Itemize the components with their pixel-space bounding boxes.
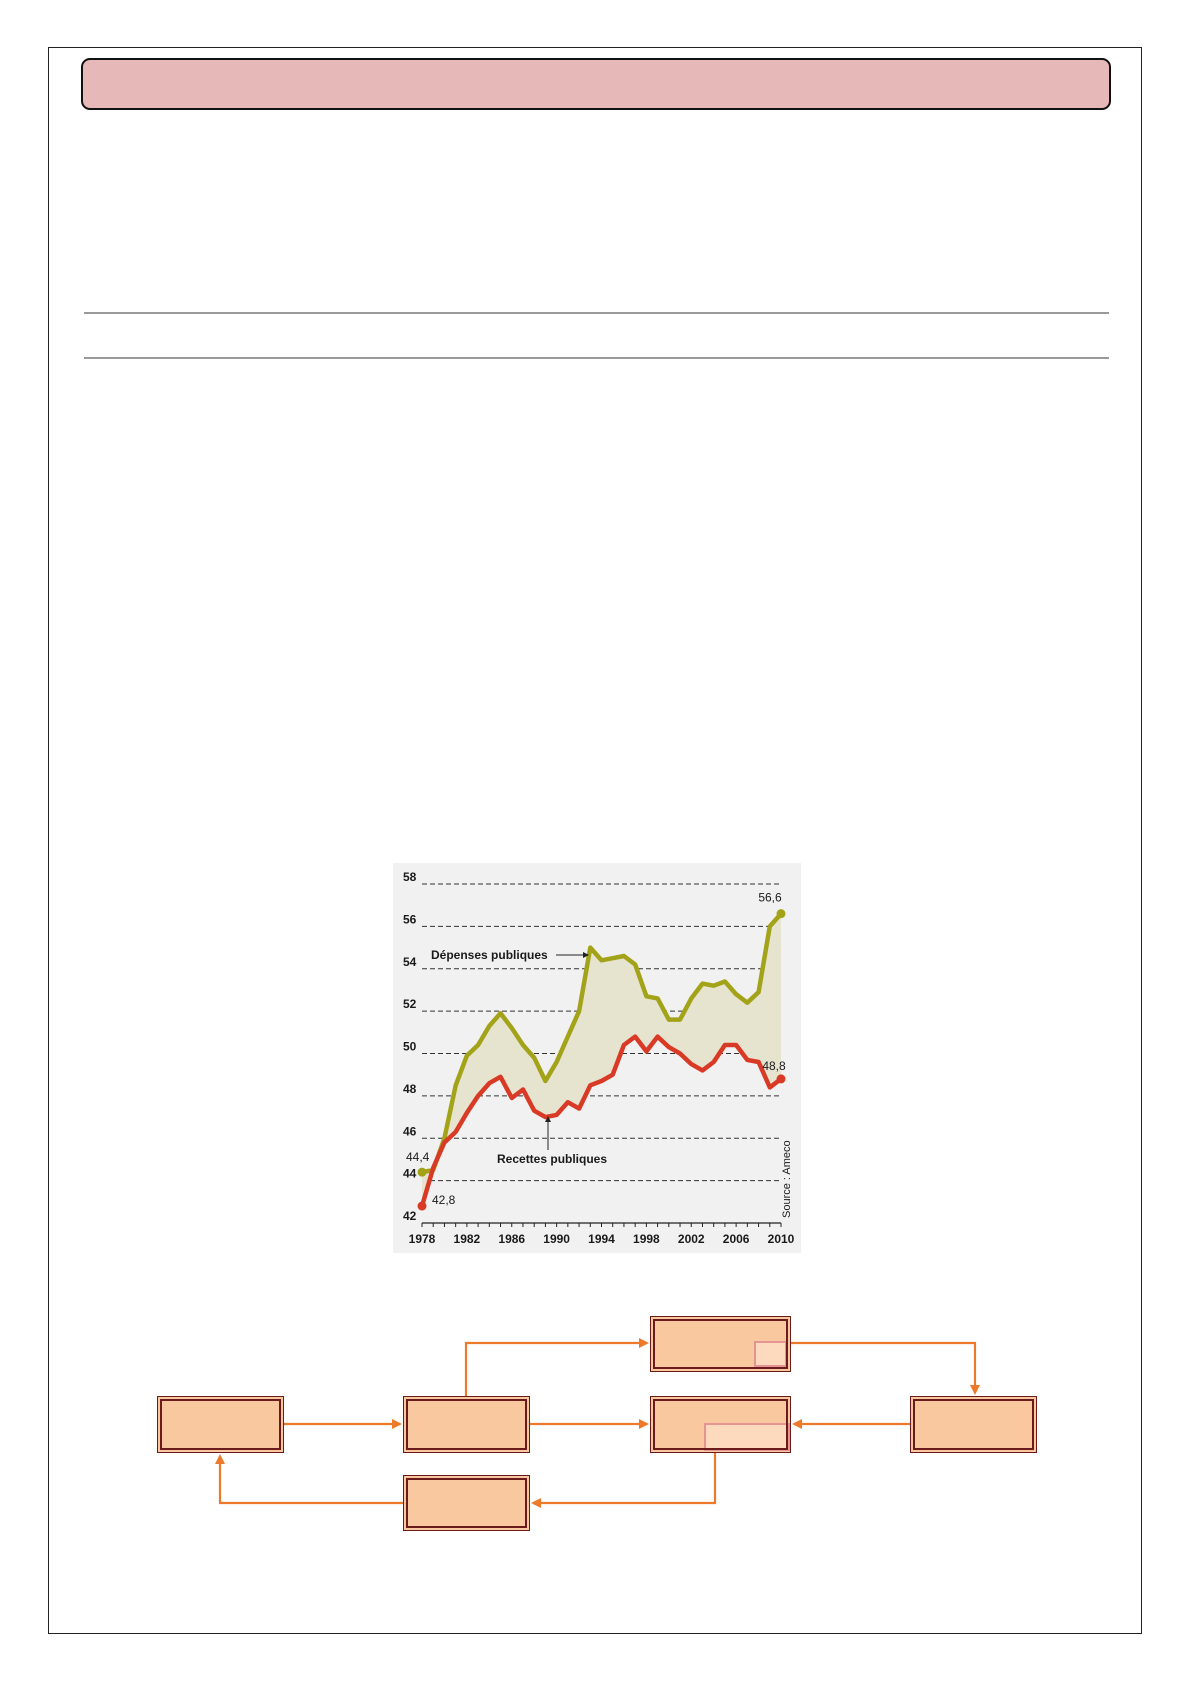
x-tick-label: 1986: [498, 1232, 526, 1246]
expenses-annotation: Dépenses publiques: [431, 948, 548, 962]
revenues-annotation: Recettes publiques: [497, 1152, 608, 1166]
diagram-box-2: [403, 1396, 530, 1453]
x-tick-label: 1998: [633, 1232, 660, 1246]
diagram-arrow-6: [533, 1453, 715, 1503]
y-tick-label: 58: [403, 870, 417, 884]
chart-source: Source : Ameco: [781, 1140, 793, 1218]
x-tick-label: 1990: [543, 1232, 570, 1246]
y-tick-label: 48: [403, 1081, 417, 1096]
x-tick-label: 2002: [677, 1232, 705, 1246]
y-tick-label: 42: [403, 1209, 417, 1223]
y-tick-label: 46: [403, 1124, 417, 1139]
x-tick-label: 1982: [453, 1232, 481, 1246]
diagram-arrow-4: [791, 1343, 975, 1393]
diagram-box-1: [157, 1396, 284, 1453]
diagram-box-4: [650, 1396, 791, 1453]
diagram-box-4-inset: [704, 1423, 790, 1451]
diagram-arrow-7: [220, 1456, 403, 1503]
revenues-start-label: 42,8: [432, 1193, 456, 1208]
y-tick-label: 52: [403, 997, 417, 1012]
diagram-box-3: [650, 1316, 791, 1372]
x-tick-label: 2006: [722, 1232, 750, 1246]
expenses-end-label: 56,6: [758, 890, 782, 905]
expenses-start-label: 44,4: [406, 1150, 430, 1165]
y-tick-label: 54: [403, 954, 417, 969]
diagram-arrow-3: [466, 1343, 647, 1396]
diagram-box-6: [403, 1475, 530, 1531]
y-tick-label: 56: [403, 912, 417, 927]
y-tick-label: 44: [403, 1166, 417, 1181]
diagram-box-5: [910, 1396, 1037, 1453]
x-tick-label: 1994: [588, 1232, 615, 1246]
x-tick-label: 2010: [767, 1232, 795, 1246]
revenues-end-label: 48,8: [762, 1058, 786, 1073]
y-tick-label: 50: [403, 1039, 417, 1054]
x-tick-label: 1978: [408, 1232, 436, 1246]
diagram-box-3-inset: [754, 1341, 787, 1367]
